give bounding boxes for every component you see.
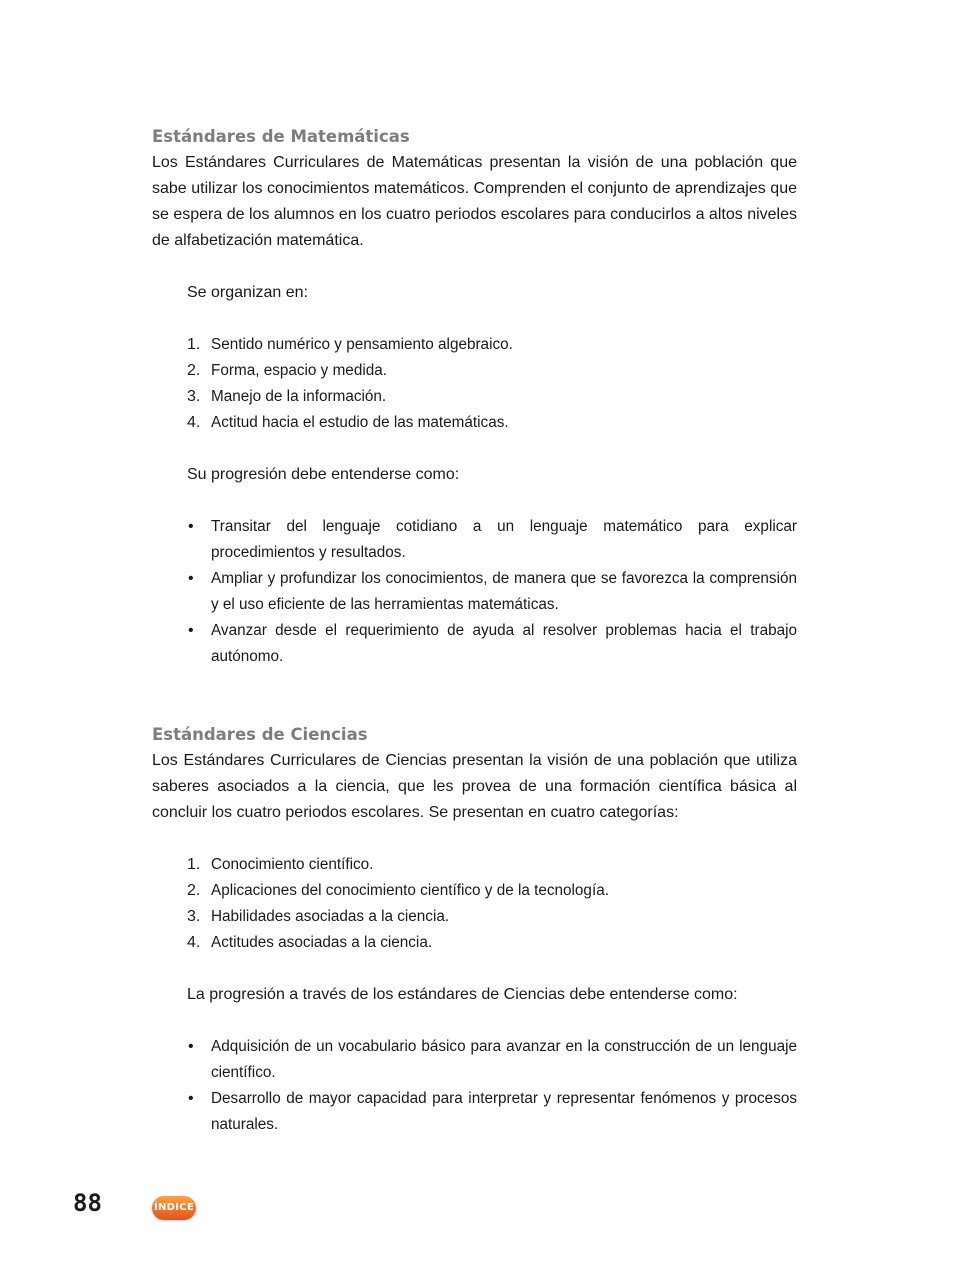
index-button[interactable]: ÍNDICE	[152, 1196, 196, 1220]
bullet-icon: •	[188, 570, 194, 587]
list-item	[152, 566, 797, 618]
list-number: 4.	[187, 414, 201, 431]
list-item-text: Habilidades asociadas a la ciencia.	[211, 908, 450, 925]
list-item-text: Forma, espacio y medida.	[211, 362, 387, 379]
list-item	[152, 904, 797, 930]
science-numbered-list	[152, 852, 797, 956]
list-number: 4.	[187, 934, 201, 951]
bullet-icon: •	[188, 518, 194, 535]
list-item-text: Manejo de la información.	[211, 388, 387, 405]
list-item	[152, 1086, 797, 1138]
list-number: 3.	[187, 908, 201, 925]
list-number: 3.	[187, 388, 201, 405]
list-item	[152, 930, 797, 956]
bullet-icon: •	[188, 622, 194, 639]
list-number: 2.	[187, 882, 201, 899]
bullet-icon: •	[188, 1090, 194, 1107]
list-item	[152, 1034, 797, 1086]
list-number: 2.	[187, 362, 201, 379]
math-organize-intro: Se organizan en:	[187, 284, 308, 301]
list-item	[152, 878, 797, 904]
science-bullet-list	[152, 1034, 797, 1138]
math-paragraph: Los Estándares Curriculares de Matemáticas presentan la visión de una población que sabe utilizar los conocimientos matemáticos. Comprenden el conjunto de aprendizajes que se espera de los alumnos en los cuatro periodos escolares para conducirlos a altos niveles de alfabetización matemática.	[152, 154, 797, 249]
list-item-text: Sentido numérico y pensamiento algebraico.	[211, 336, 513, 353]
list-item-text: Adquisición de un vocabulario básico para avanzar en la construcción de un lenguaje científico.	[211, 1038, 797, 1081]
list-item	[152, 410, 797, 436]
list-item-text: Desarrollo de mayor capacidad para interpretar y representar fenómenos y procesos naturales.	[211, 1090, 797, 1133]
list-item-text: Actitud hacia el estudio de las matemáticas.	[211, 414, 509, 431]
list-number: 1.	[187, 856, 201, 873]
list-item-text: Conocimiento científico.	[211, 856, 374, 873]
science-paragraph: Los Estándares Curriculares de Ciencias presentan la visión de una población que utiliza saberes asociados a la ciencia, que les provea de una formación científica básica al concluir los cuatro periodos escolares. Se presentan en cuatro categorías:	[152, 752, 797, 821]
list-item-text: Actitudes asociadas a la ciencia.	[211, 934, 433, 951]
bullet-icon: •	[188, 1038, 194, 1055]
list-number: 1.	[187, 336, 201, 353]
math-progression-intro: Su progresión debe entenderse como:	[187, 466, 460, 483]
list-item-text: Aplicaciones del conocimiento científico y de la tecnología.	[211, 882, 609, 899]
math-numbered-list	[152, 332, 797, 436]
list-item	[152, 514, 797, 566]
math-section-title: Estándares de Matemáticas	[152, 127, 410, 146]
list-item	[152, 852, 797, 878]
page-content	[152, 124, 797, 1138]
list-item	[152, 358, 797, 384]
list-item	[152, 384, 797, 410]
list-item	[152, 618, 797, 670]
page-number: 88	[73, 1189, 102, 1217]
section-spacer	[152, 670, 797, 722]
math-bullet-list	[152, 514, 797, 670]
list-item-text: Ampliar y profundizar los conocimientos, de manera que se favorezca la comprensión y el uso eficiente de las herramientas matemáticas.	[211, 570, 797, 613]
list-item-text: Avanzar desde el requerimiento de ayuda al resolver problemas hacia el trabajo autónomo.	[211, 622, 797, 665]
list-item-text: Transitar del lenguaje cotidiano a un lenguaje matemático para explicar procedimientos y resultados.	[211, 518, 797, 561]
science-section-title: Estándares de Ciencias	[152, 725, 368, 744]
science-progression-intro: La progresión a través de los estándares de Ciencias debe entenderse como:	[187, 986, 738, 1003]
list-item	[152, 332, 797, 358]
